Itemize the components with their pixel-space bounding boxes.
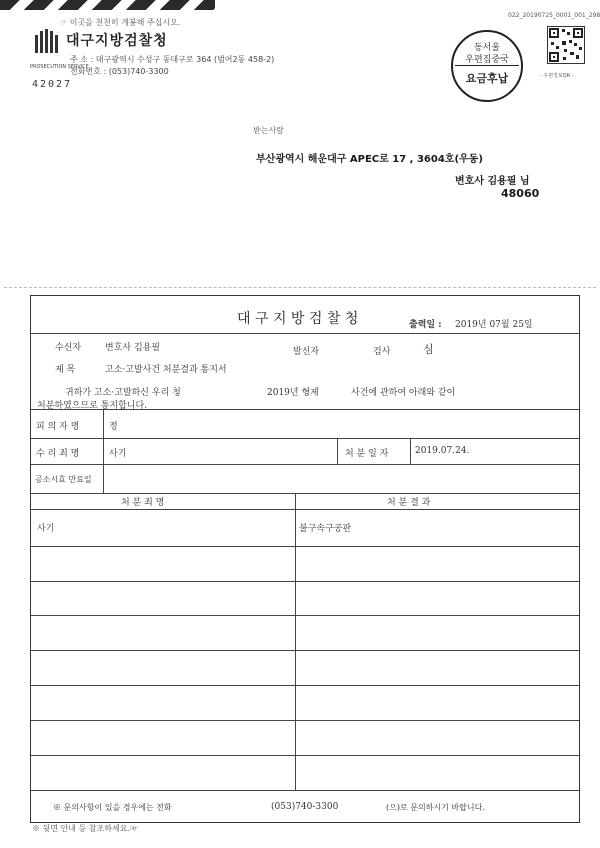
body-text-1a: 귀하가 고소·고발하신 우리 청 [65,388,181,398]
sender-phone: 전화번호 : (053)740-3300 [70,67,169,76]
to-value: 변호사 김용필 [105,343,161,353]
stamp-line-1: 동서울 [473,43,501,53]
rule [410,438,411,464]
rule [31,615,579,616]
sender-postal-code: 42027 [32,79,73,90]
rule [31,464,579,465]
phone-label: 전화번호 [70,67,101,76]
disposal-date-label: 처 분 일 자 [345,449,389,459]
stamp-line-2: 우편집중국 [465,55,509,65]
stamp-divider [455,65,519,66]
sender-address: 주 소 : 대구광역시 수성구 동대구로 364 (범어2동 458-2) [70,55,275,64]
col-header-crime: 처 분 죄 명 [121,498,165,508]
document-code: 022_20190725_0001_001_298 [508,12,600,19]
prosecution-logo-icon [33,29,59,63]
print-date: 2019년 07월 25일 [455,320,533,330]
rule [31,755,579,756]
rule [103,409,104,493]
sender-office-name: 대구지방검찰청 [66,33,168,49]
recipient-address: 부산광역시 해운대구 APEC로 17 , 3604호(우동) [256,154,483,165]
rule [31,493,579,494]
subject-value: 고소·고발사건 처분결과 통지서 [105,365,227,375]
subject-label: 제 목 [55,365,76,375]
charge-label: 수 리 죄 명 [36,449,80,459]
rule [31,438,579,439]
footer-text-b: (으)로 문의하시기 바랍니다. [386,803,485,812]
stamp-line-3: 요금후납 [465,72,509,85]
rule [295,493,296,790]
rule [337,438,338,464]
body-text-1b: 2019년 형제 [267,388,319,398]
rule [31,720,579,721]
rule [31,581,579,582]
col-header-result: 처 분 결 과 [387,498,431,508]
recipient-zip: 48060 [501,187,540,200]
row-1-crime: 사기 [37,524,55,534]
phone-value: (053)740-3300 [108,67,169,76]
body-text-1c: 사건에 관하여 아래와 같이 [351,388,456,398]
rule [31,685,579,686]
footer-phone: (053)740-3300 [271,802,339,812]
address-value: 대구광역시 수성구 동대구로 364 (범어2동 458-2) [95,55,275,64]
from-name: 심 [423,343,434,356]
rule [31,790,579,791]
rule [31,333,579,334]
rule [31,650,579,651]
bottom-note: ※ 뒷면 안내 등 참조하세요.☞ [32,824,138,833]
open-notice: ☞ 이곳을 천천히 개봉해 주십시오. [60,18,181,27]
logo-caption: PROSECUTION SERVICE [30,64,89,70]
rule [31,509,579,510]
suspect-value: 정 [109,422,118,432]
print-date-label: 출력일 : [409,320,442,330]
charge-value: 사기 [109,449,127,459]
rule [31,546,579,547]
to-label: 수신자 [55,343,82,353]
notice-form [30,295,580,823]
fold-line [4,287,596,288]
footer-text-a: ※ 문의사항이 있을 경우에는 전화 [53,803,172,812]
disposal-date-value: 2019.07.24. [415,446,470,456]
from-label: 발신자 [293,347,320,357]
envelope-tear-strip [0,0,215,10]
recipient-name: 변호사 김용필 님 [455,176,530,187]
qr-code-icon [547,26,585,64]
body-text-2: 처분하였으므로 통지합니다. [37,401,148,411]
qr-caption: - 우편정보QR - [540,73,574,79]
limitation-label: 공소시효 만료일 [35,475,92,484]
form-title: 대 구 지 방 검 찰 청 [237,311,359,327]
from-role: 검사 [373,347,391,357]
recipient-label: 받는사람 [253,126,284,135]
row-1-result: 불구속구공판 [299,524,352,534]
suspect-label: 피 의 자 명 [36,422,80,432]
address-label: 주 소 [70,55,88,64]
